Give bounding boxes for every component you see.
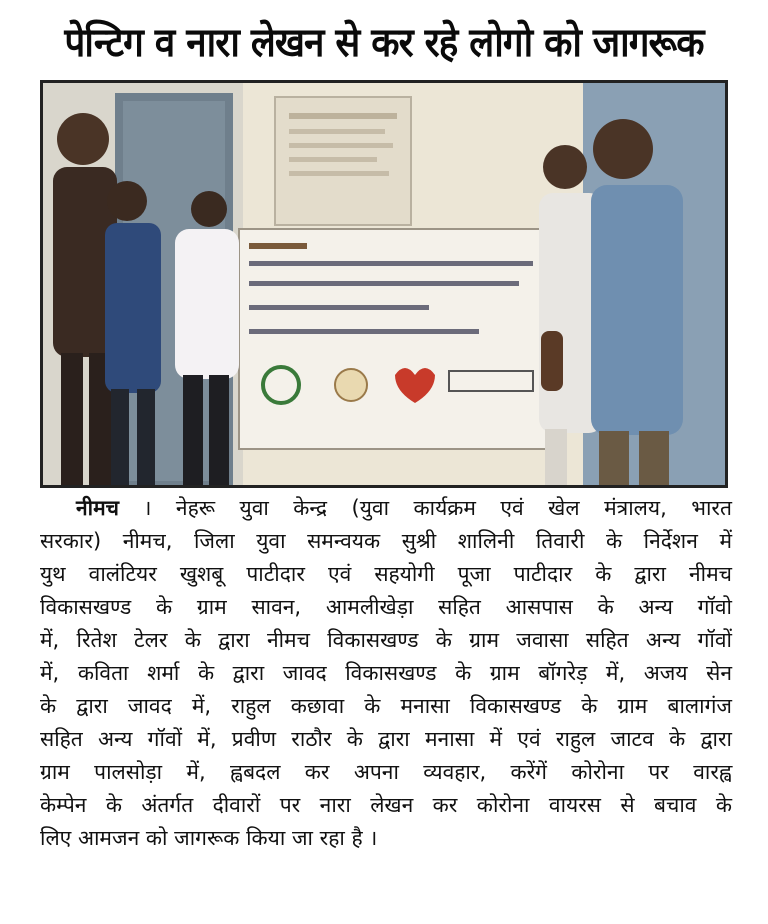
dateline: नीमच — [76, 496, 119, 520]
article-line: युथ वालंटियर खुशबू पाटीदार एवं सहयोगी पूजा पाटीदार के द्वारा नीमच — [40, 562, 732, 586]
headline: पेन्टिग व नारा लेखन से कर रहे लोगो को जागरूक — [64, 20, 704, 66]
article-line: सहित अन्य गॉवों में, प्रवीण राठौर के द्वारा मनासा में एवं राहुल जाटव के द्वारा — [40, 727, 732, 751]
article-line: में, कविता शर्मा के द्वारा जावद विकासखण्ड के ग्राम बॉगरेड़ में, अजय सेन — [40, 661, 732, 685]
article-line: के द्वारा जावद में, राहुल कछावा के मनासा विकासखण्ड के ग्राम बालागंज — [40, 694, 732, 718]
article-line: लिए आमजन को जागरूक किया जा रहा है । — [40, 826, 378, 850]
news-photo — [40, 80, 728, 488]
article-line: में, रितेश टेलर के द्वारा नीमच विकासखण्ड के ग्राम जवासा सहित अन्य गॉवों — [40, 628, 732, 652]
article-body — [40, 492, 732, 855]
article-line: केम्पेन के अंतर्गत दीवारों पर नारा लेखन कर कोरोना वायरस से बचाव के — [40, 793, 732, 817]
article-line: ग्राम पालसोड़ा में, ह्वबदल कर अपना व्यवहार, करेंगें कोरोना पर वारह्व — [40, 760, 732, 784]
article-line: सरकार) नीमच, जिला युवा समन्वयक सुश्री शालिनी तिवारी के निर्देशन में — [40, 529, 732, 553]
article-line-1: नीमच । नेहरू युवा केन्द्र (युवा कार्यक्रम एवं खेल मंत्रालय, भारत — [76, 496, 732, 520]
article-line: विकासखण्ड के ग्राम सावन, आमलीखेड़ा सहित आसपास के अन्य गॉवो — [40, 595, 732, 619]
photo-illustration — [43, 83, 725, 485]
